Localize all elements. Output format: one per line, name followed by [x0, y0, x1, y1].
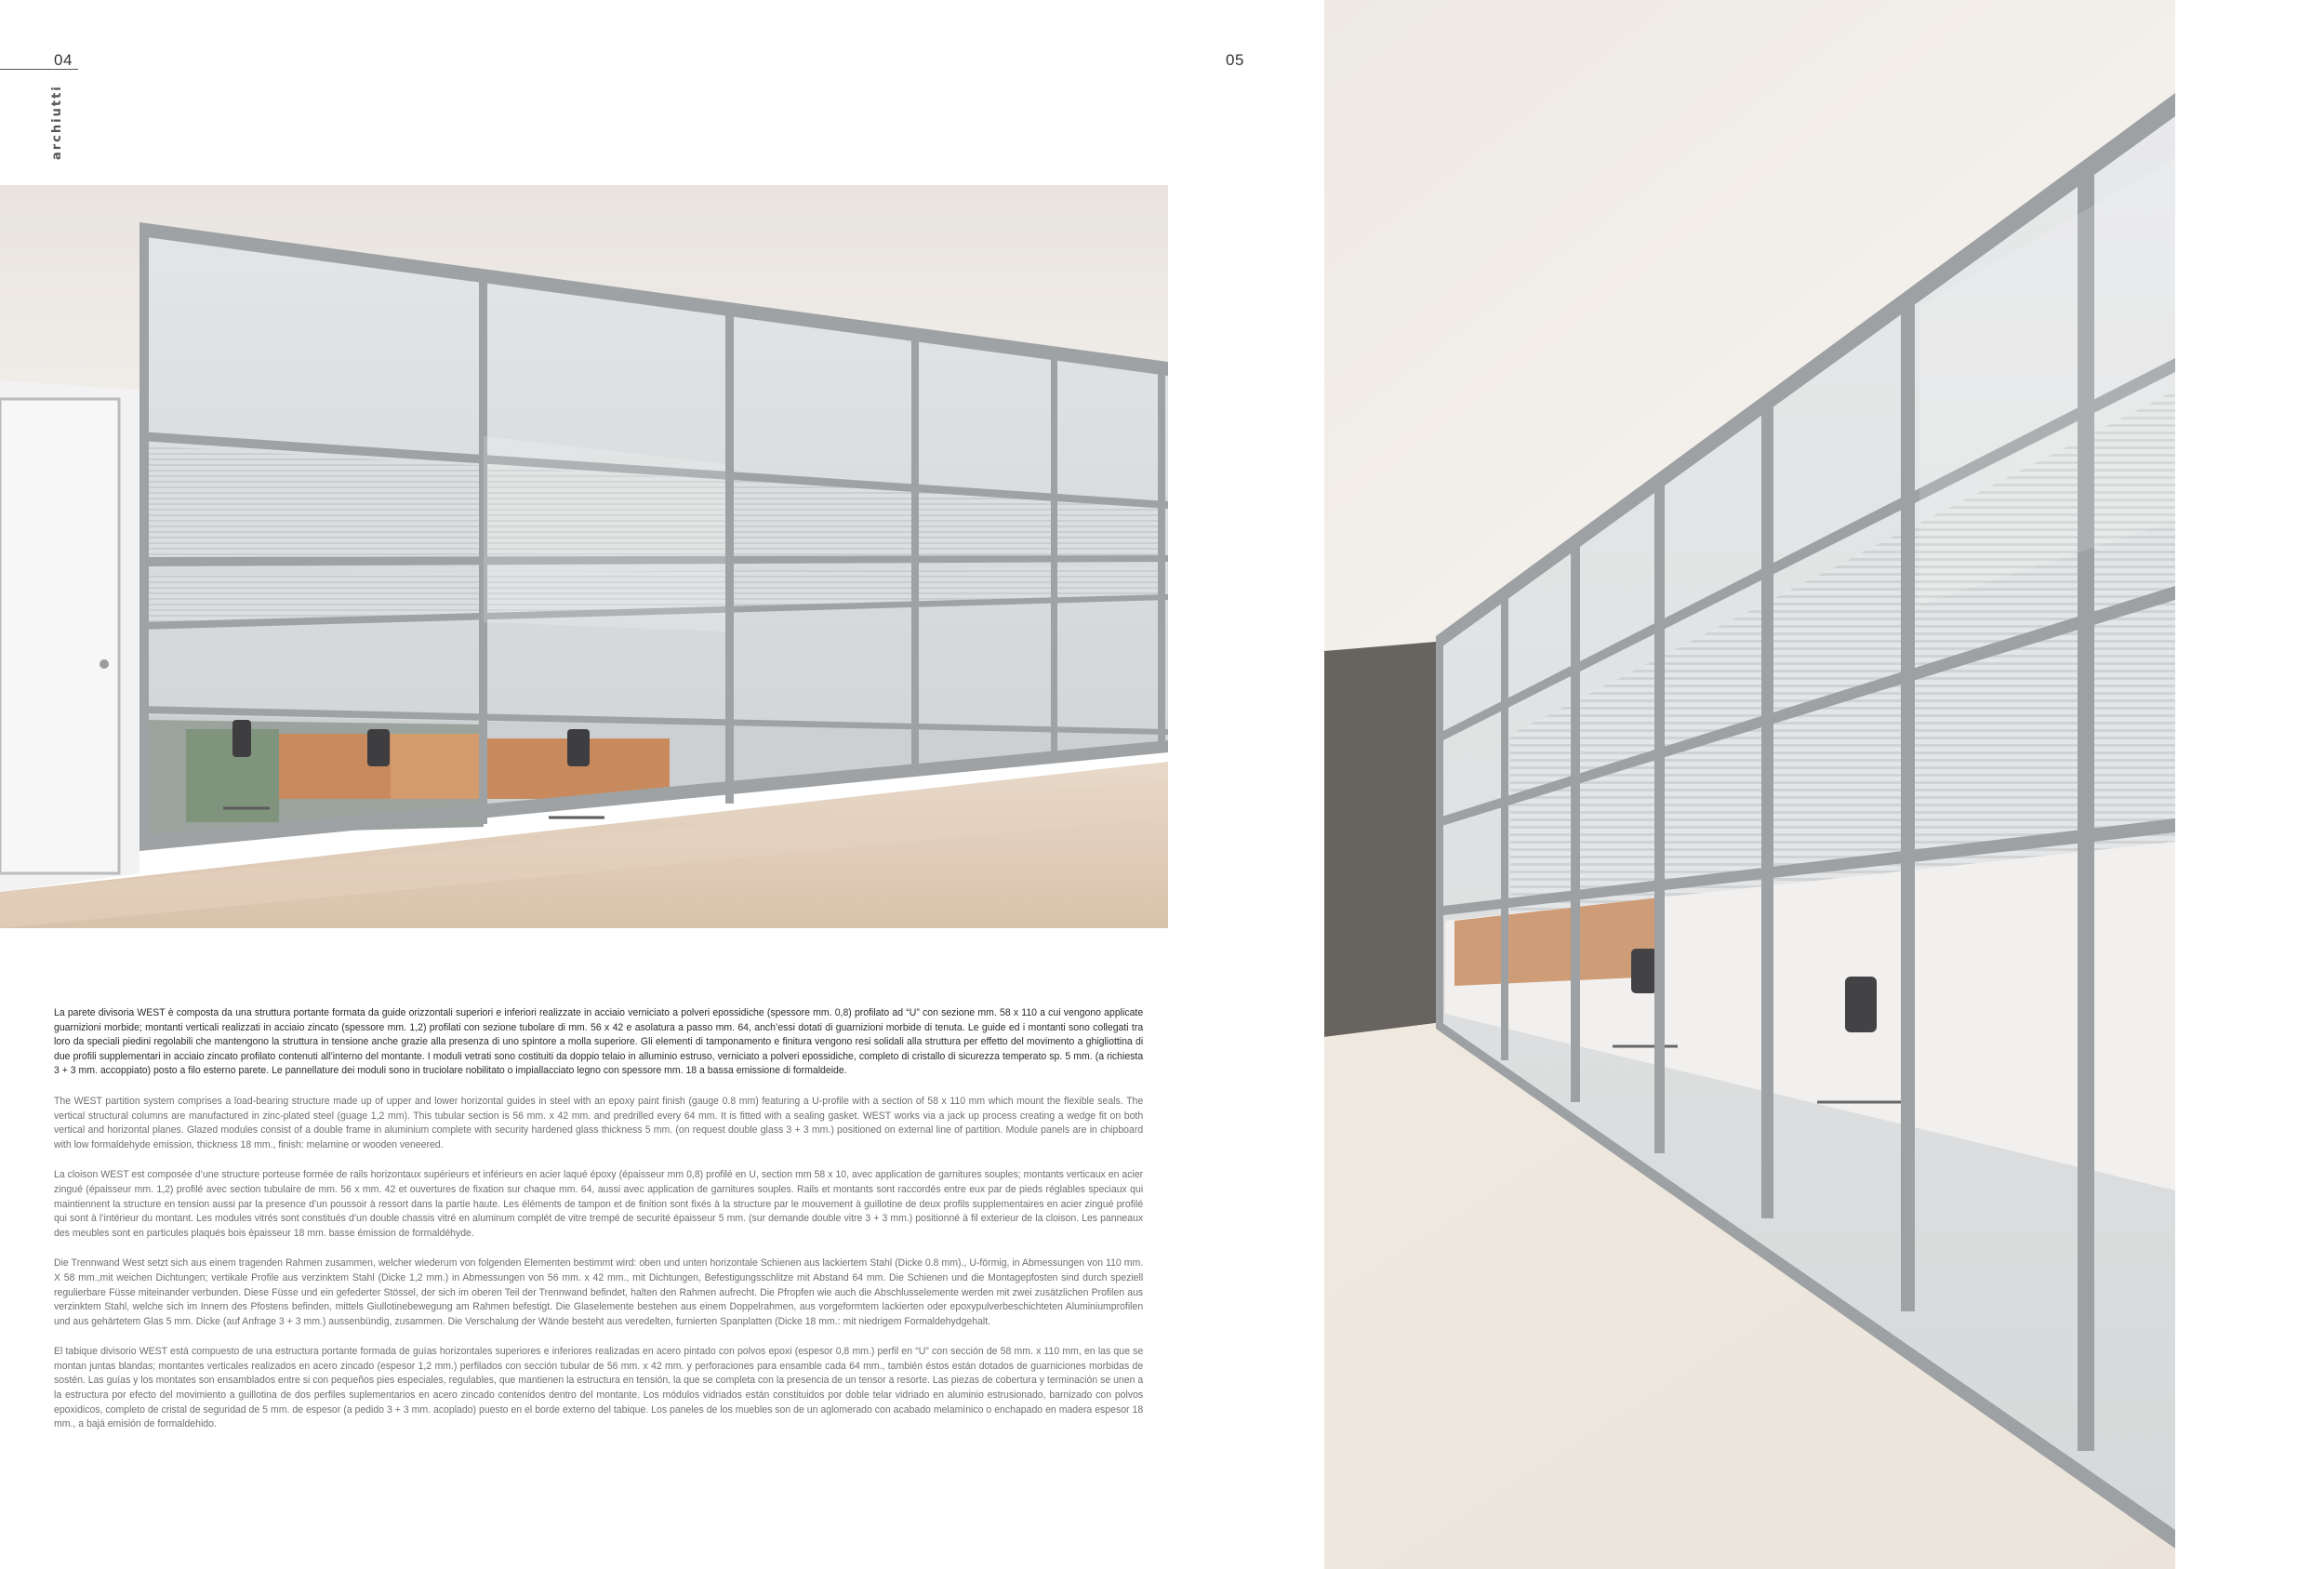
- brand-wordmark: archiutti: [50, 85, 64, 160]
- header-rule: [0, 69, 78, 70]
- paragraph-german: Die Trennwand West setzt sich aus einem tragenden Rahmen zusammen, welcher wiederum von folgenden Elementen bestimmt wird: oben und unten horizontale Schienen aus lackiertem Stahl (Dicke 0.8 mm)., U-förmig, in Abmessungen von 110 mm. X 58 mm.,mit weichen Dichtungen; vertikale Profile aus verzinktem Stahl (Dicke 1,2 mm.) in Abmessungen von 56 mm. x 42 mm., mit Dichtungen, Befestigungsschlitze mit Abstand 64 mm. Die Schienen und die Montagepfosten sind durch speziell regulierbare Füsse miteinander verbunden. Diese Füsse und ein gefederter Stössel, der sich im oberen Teil der Trennwand befindet, halten den Rahmen aufrecht. Die Pfropfen wie auch die Abschlusselemente werden mit zwei zusätzlichen Profilen aus verzinktem Stahl, welche sich im Innern des Pfostens befinden, mittels Giullotinebewegung am Rahmen befestigt. Die Glaselemente bestehen aus einem Doppelrahmen, aus vorgeformtem lackierten oder epoxypulverbeschichteten Aluminiumprofilen und aus gehärtetem Glas 5 mm. Dicke (auf Anfrage 3 + 3 mm.) aussenbündig, zusammen. Die Verschalung der Wände besteht aus veredelten, furnierten Spanplatten (Dicke 18 mm.: mit niedrigem Formaldehydgehalt.: [54, 1257, 1144, 1327]
- paragraph-english: The WEST partition system comprises a load-bearing structure made up of upper and lower horizontal guides in steel with an epoxy paint finish (gauge 0.8 mm) featuring a U-profile with a section of 58 x 110 mm which mount the flexible seals. The vertical structural columns are manufactured in zinc-plated steel (guage 1,2 mm). This tubular section is 56 mm. x 42 mm. and predrilled every 64 mm. It is fitted with a sealing gasket. WEST works via a jack up process creating a wedge fit on both vertical and horizontal planes. Glazed modules consist of a double frame in aluminium complete with security hardened glass thickness 5 mm. (on request double glass 3 + 3 mm.) positioned on external line of partition. Module panels are in chipboard with low formaldehyde emission, thickness 18 mm., finish: melamine or wooden veneered.: [54, 1095, 1144, 1150]
- paragraph-french: La cloison WEST est composée d’une structure porteuse formée de rails horizontaux supérieurs et inférieurs en acier laqué époxy (épaisseur mm 0,8) profilé en U, section mm 58 x 10, avec application de garnitures souples; montants verticaux en acier zingué (épaisseur mm. 1,2) profilé avec section tubulaire de mm. 56 x mm. 42 et ouvertures de fixation sur chaque mm. 64, aussi avec application de garnitures souples. Rails et montants sont raccordés entre eux par de pieds réglables speciaux qui maintiennent la structure en tension aussi par la presence d’un poussoir à ressort dans la partie haute. Les éléments de tampon et de finition sont fixés à la structure par le mouvement à guillotine de deux profils supplementaires en acier zingué profilé qui sont à l’intérieur du montant. Les modules vitrés sont constitués d’un double chassis vitré en aluminum complét de vitre trempé de securité épaisseur 5 mm. (sur demande double vitre 3 + 3 mm.) positionné à fil exterieur de la cloison. Les panneaux des meubles sont en particules plaqués bois épaisseur 18 mm. basse émission de formaldéhyde.: [54, 1169, 1144, 1239]
- page-number-right: 05: [1226, 51, 1244, 69]
- corridor-partition-photo: [1324, 0, 2175, 1569]
- paragraph-spanish: El tabique divisorio WEST está compuesto de una estructura portante formada de guías horizontales superiores e inferiores realizadas en acero pintado con polvos epoxi (espesor 0,8 mm.) perfil en “U” con sección de 58 mm. x 110 mm, en las que se montan juntas blandas; montantes verticales realizados en acero zincado (espesor 1,2 mm.) perfilados con sección tubular de 56 mm. x 42 mm. y perforaciones para ensamble cada 64 mm., también éstos están dotados de guarniciones morbidas de sostén. Las guías y los montates son ensamblados entre si con pequeños pies especiales, regulables, que mantienen la estructura en tensión, la que se completa con la presencia de un tensor a resorte. Las piezas de cobertura y terminación se unen a la estructura por efecto del movimiento a guillotina de dos perfiles suplementarios en acero zincado contenidos dentro del montante. Los módulos vidriados están constituidos por doble telar vidriado en aluminio estrusionado, barnizado con polvos epoxidicos, completo de cristal de seguridad de 5 mm. de espesor (a pedido 3 + 3 mm. acoplado) puesto en el borde externo del tabique. Los paneles de los muebles son de un aglomerado con acabado melamínico o enchapado en madera espesor 18 mm., a bajá emisión de formaldehido.: [54, 1346, 1144, 1430]
- description-text: [54, 1006, 1143, 1448]
- office-partition-photo: [0, 185, 1168, 928]
- paragraph-italian: La parete divisoria WEST è composta da una struttura portante formata da guide orizzontali superiori e inferiori realizzate in acciaio verniciato a polveri epossidiche (spessore mm. 0,8) profilato ad “U” con sezione mm. 58 x 110 a cui vengono applicate guarnizioni morbide; montanti verticali realizzati in acciaio zincato (spessore mm. 1,2) profilati con sezione tubolare di mm. 56 x 42 e asolatura a passo mm. 64, anch’essi dotati di guarnizioni morbide di tenuta. Le guide ed i montanti sono collegati tra loro da speciali piedini regolabili che mantengono la struttura in tensione anche grazie alla presenza di uno spintore a molla superiore. Gli elementi di tamponamento e finitura vengono resi solidali alla struttura per effetto del movimento a ghigliottina di due profili supplementari in acciaio zincato profilato contenuti all’interno del montante. I moduli vetrati sono costituiti da doppio telaio in alluminio estruso, verniciato a polveri epossidiche, completo di cristallo di sicurezza temperato sp. 5 mm. (a richiesta 3 + 3 mm. accoppiato) posto a filo esterno parete. Le pannellature dei moduli sono in truciolare nobilitato o impiallacciato legno con spessore mm. 18 a bassa emissione di formaldeide.: [54, 1007, 1144, 1077]
- page-number-left: 04: [54, 51, 73, 69]
